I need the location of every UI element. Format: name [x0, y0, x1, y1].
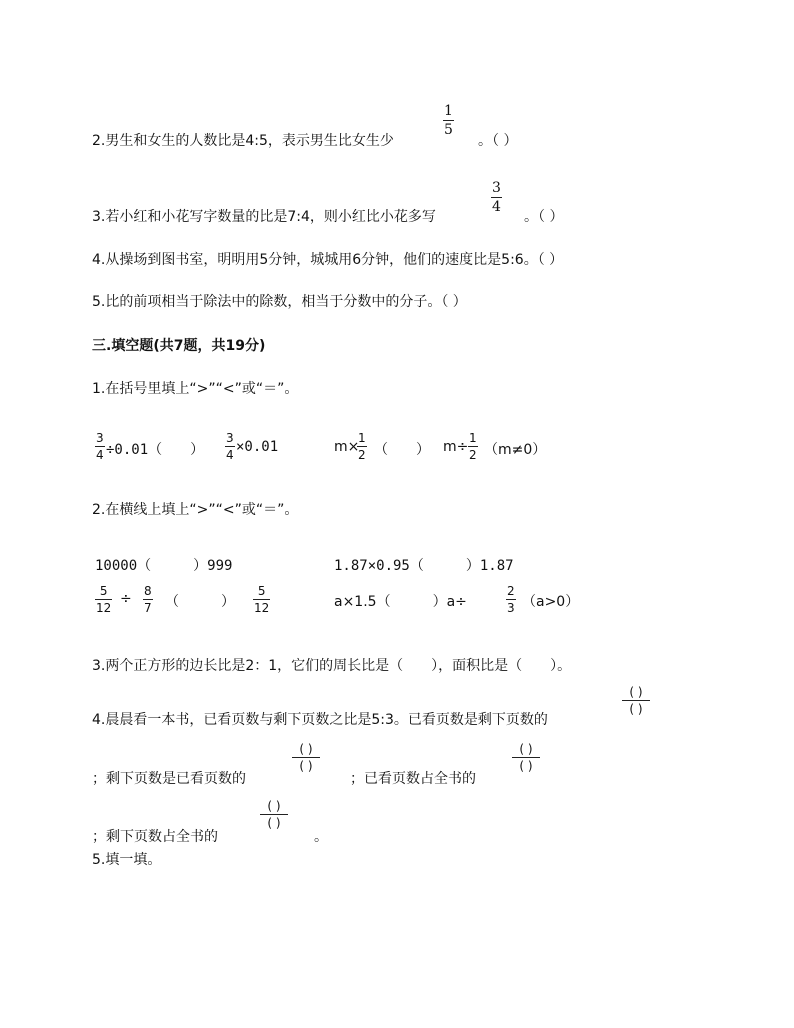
fraction-numerator: 1 — [444, 103, 453, 119]
fraction-blank-2[interactable]: ( ) ( ) — [292, 743, 320, 772]
fill-question-3[interactable]: 3.两个正方形的边长比是2：1，它们的周长比是（ ），面积比是（ ）。 — [92, 658, 572, 674]
fraction-2-3: 2 3 — [507, 584, 515, 615]
fraction-three-quarters — [491, 181, 502, 214]
fraction-blank-1[interactable]: ( ) ( ) — [622, 686, 650, 715]
fill-question-4-line2a: ；剩下页数是已看页数的 — [92, 771, 246, 787]
fraction-3-4-b: 3 4 — [226, 431, 234, 462]
fill-1-expression-d-prefix: m÷ — [443, 439, 469, 455]
fill-2-row1-left[interactable]: 10000（ ）999 — [95, 558, 233, 574]
fill-question-4-line2b: ；已看页数占全书的 — [350, 771, 476, 787]
fill-2-answer-paren-row2-left[interactable]: （ ） — [165, 594, 235, 610]
judge-question-3: 3.若小红和小花写字数量的比是7:4，则小红比小花多写 — [92, 209, 436, 225]
fill-1-expression-c-prefix: m× — [334, 439, 360, 455]
fill-1-expression-b: ×0.01 — [236, 439, 279, 455]
fraction-1-2-d: 1 2 — [469, 431, 477, 462]
judge-answer-paren-2[interactable]: 。（ ） — [478, 133, 518, 149]
fill-2-row1-right[interactable]: 1.87×0.95（ ）1.87 — [334, 558, 514, 574]
fill-question-1-prompt: 1.在括号里填上“>”“<”或“＝”。 — [92, 381, 299, 397]
fraction-8-7: 8 7 — [144, 584, 152, 615]
judge-question-5: 5.比的前项相当于除法中的除数，相当于分数中的分子。（ ） — [92, 294, 467, 310]
fraction-5-12-a: 5 12 — [96, 584, 112, 615]
fraction-denominator: 5 — [444, 122, 453, 138]
fraction-3-4-a: 3 4 — [96, 431, 104, 462]
fraction-1-2-c: 1 2 — [358, 431, 366, 462]
fraction-5-12-b: 5 12 — [254, 584, 270, 615]
fill-question-4-line1: 4.晨晨看一本书，已看页数与剩下页数之比是5:3。已看页数是剩下页数的 — [92, 712, 548, 728]
fill-1-condition-d: （m≠0） — [484, 442, 547, 458]
fraction-one-fifth — [443, 104, 454, 137]
fill-question-2-prompt: 2.在横线上填上“>”“<”或“＝”。 — [92, 502, 299, 518]
section-heading-fill-blank: 三.填空题(共7题，共19分) — [92, 338, 266, 354]
fraction-numerator: 3 — [492, 180, 501, 196]
fill-1-answer-paren-c[interactable]: （ ） — [374, 442, 430, 458]
judge-answer-paren-3[interactable]: 。（ ） — [524, 209, 564, 225]
fill-2-divide-sign: ÷ — [120, 591, 132, 607]
judge-question-2: 2.男生和女生的人数比是4:5，表示男生比女生少 — [92, 133, 394, 149]
fill-2-row2-condition: （a>0） — [522, 594, 580, 610]
fill-2-row2-right-expr[interactable]: a×1.5（ ）a÷ — [334, 594, 467, 610]
fraction-blank-3[interactable]: ( ) ( ) — [512, 743, 540, 772]
fraction-denominator: 4 — [492, 199, 501, 215]
fill-question-4-line3: ；剩下页数占全书的 — [92, 829, 218, 845]
judge-question-4: 4.从操场到图书室，明明用5分钟，城城用6分钟，他们的速度比是5:6。（ ） — [92, 252, 564, 268]
fill-question-4-end: 。 — [314, 829, 328, 845]
fill-question-5: 5.填一填。 — [92, 852, 162, 868]
fill-1-expression-a[interactable]: ÷0.01（ ） — [106, 442, 205, 458]
fraction-blank-4[interactable]: ( ) ( ) — [260, 800, 288, 829]
